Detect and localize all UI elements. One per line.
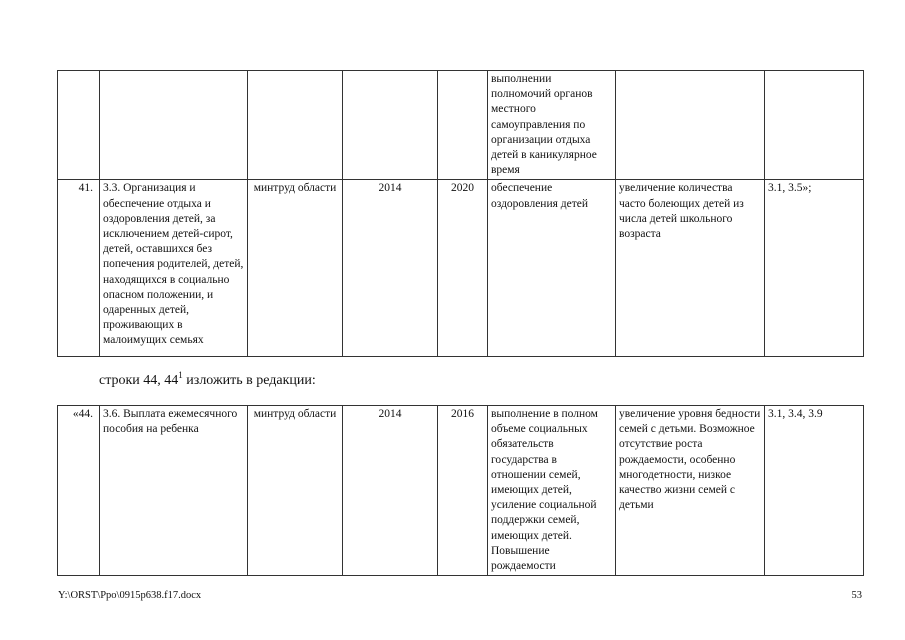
non-implementation-consequence: увеличение количества часто болеющих детей из числа детей школьного возраста	[616, 180, 765, 357]
start-year: 2014	[343, 180, 438, 357]
end-year: 2016	[438, 406, 488, 576]
amendment-note: строки 44, $44^1$ изложить в редакции:	[99, 370, 316, 388]
program-table-continuation	[57, 70, 864, 357]
executor: минтруд области	[248, 406, 343, 576]
table-cell	[438, 71, 488, 180]
table-row	[58, 71, 864, 180]
table-cell	[248, 71, 343, 180]
page-number: 53	[851, 590, 862, 601]
table-row	[58, 406, 864, 576]
expected-result: обеспечение оздоровления детей	[488, 180, 616, 357]
measure-name: 3.6. Выплата ежемесячного пособия на ребенка	[100, 406, 248, 576]
table-row	[58, 180, 864, 357]
related-indicators: 3.1, 3.5»;	[765, 180, 864, 357]
executor: минтруд области	[248, 180, 343, 357]
table-cell	[343, 71, 438, 180]
file-path: Y:\ORST\Ppo\0915p638.f17.docx	[58, 590, 202, 601]
row-number: 41.	[58, 180, 100, 357]
row-number: «44.	[58, 406, 100, 576]
table-cell-result: выполнении полномочий органов местного самоуправления по организации отдыха детей в каникулярное время	[488, 71, 616, 180]
related-indicators: 3.1, 3.4, 3.9	[765, 406, 864, 576]
table-cell	[616, 71, 765, 180]
end-year: 2020	[438, 180, 488, 357]
table-cell	[765, 71, 864, 180]
table-cell	[100, 71, 248, 180]
expected-result: выполнение в полном объеме социальных обязательств государства в отношении семей, имеющих детей, усиление социальной поддержки семей, имеющих детей. Повышение рождаемости	[488, 406, 616, 576]
start-year: 2014	[343, 406, 438, 576]
table-cell	[58, 71, 100, 180]
program-table-amended	[57, 405, 864, 576]
non-implementation-consequence: увеличение уровня бедности семей с детьми. Возможное отсутствие роста рождаемости, особенно многодетности, низкое качество жизни семей с детьми	[616, 406, 765, 576]
measure-name: 3.3. Организация и обеспечение отдыха и оздоровления детей, за исключением детей-сирот, детей, оставшихся без попечения родителей, детей, находящихся в социально опасном положении, и одаренных детей, проживающих в малоимущих семьях	[100, 180, 248, 357]
